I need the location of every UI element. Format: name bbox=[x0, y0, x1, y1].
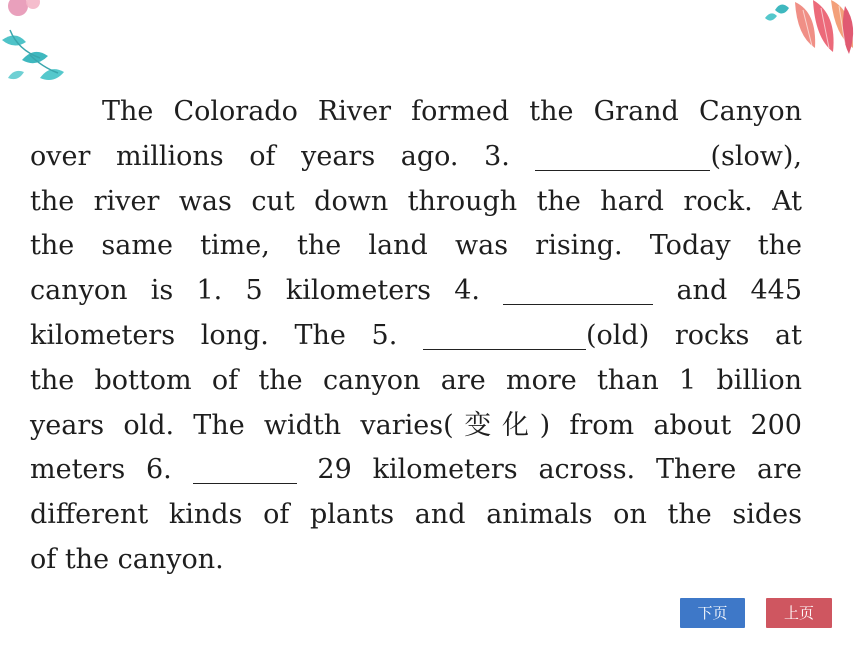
passage-text: meters 6. bbox=[30, 454, 172, 486]
reading-passage bbox=[30, 90, 802, 583]
passage-line bbox=[30, 135, 802, 180]
floral-corner-top-left bbox=[0, 0, 90, 95]
passage-text: over millions of years ago. 3. bbox=[30, 140, 510, 172]
passage-text: canyon is 1. 5 kilometers 4. bbox=[30, 275, 480, 307]
passage-line bbox=[30, 224, 802, 269]
passage-text: the same time, the land was rising. Today the bbox=[30, 230, 802, 262]
passage-line bbox=[30, 493, 802, 538]
passage-line bbox=[30, 404, 802, 449]
passage-line bbox=[30, 269, 802, 314]
passage-text: 29 kilometers across. There are bbox=[317, 454, 802, 486]
passage-line bbox=[30, 538, 802, 583]
passage-text: different kinds of plants and animals on the sides bbox=[30, 499, 802, 531]
passage-line bbox=[30, 359, 802, 404]
next-page-button[interactable]: 下页 bbox=[680, 598, 745, 628]
passage-line bbox=[30, 314, 802, 359]
previous-page-button[interactable]: 上页 bbox=[766, 598, 832, 628]
passage-text: kilometers long. The 5. bbox=[30, 319, 398, 351]
passage-text: the river was cut down through the hard rock. At bbox=[30, 185, 802, 217]
passage-text: (old) rocks at bbox=[586, 319, 803, 351]
passage-text: The Colorado River formed the Grand Canyon bbox=[102, 96, 802, 127]
passage-line bbox=[30, 448, 802, 493]
passage-text: of the canyon. bbox=[30, 543, 224, 575]
passage-line bbox=[30, 90, 802, 135]
answer-blank-5[interactable] bbox=[423, 348, 586, 350]
passage-text: years old. The width varies(变化) from about 200 bbox=[30, 409, 802, 441]
answer-blank-4[interactable] bbox=[503, 303, 653, 305]
answer-blank-3[interactable] bbox=[535, 169, 710, 171]
passage-text: (slow), bbox=[710, 140, 802, 172]
passage-text: the bottom of the canyon are more than 1 billion bbox=[30, 364, 802, 396]
answer-blank-6[interactable] bbox=[193, 482, 297, 484]
passage-text: and 445 bbox=[676, 275, 802, 307]
leaf-corner-top-right bbox=[735, 0, 860, 75]
passage-line bbox=[30, 180, 802, 225]
